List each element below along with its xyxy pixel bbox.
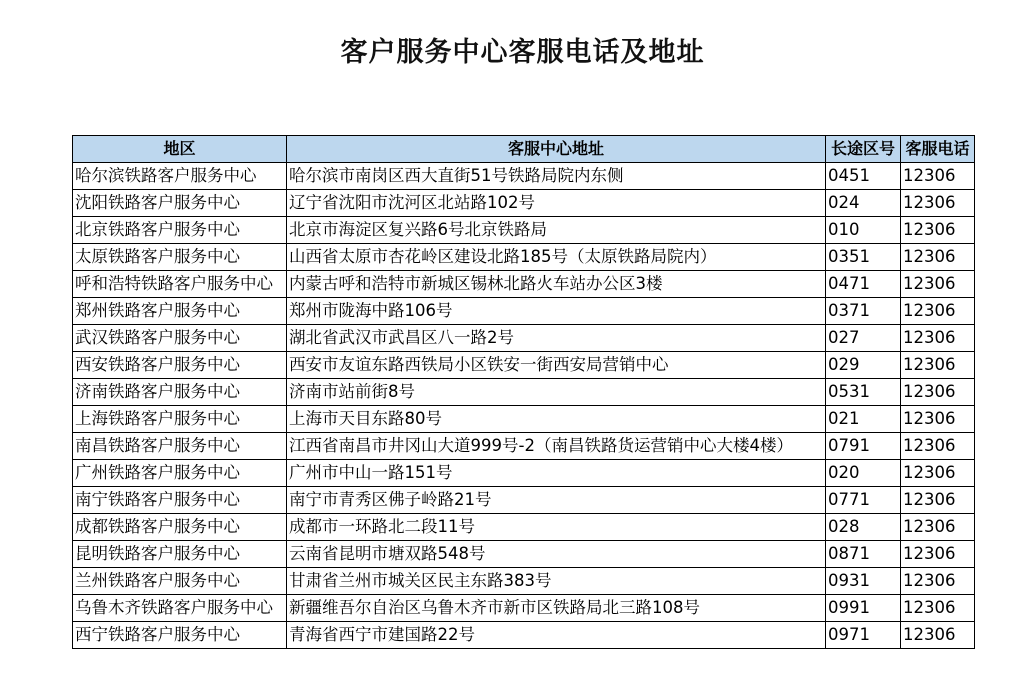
cell-phone[interactable]: 12306 [901,433,975,460]
cell-region[interactable]: 成都铁路客户服务中心 [73,514,287,541]
table-row [73,217,975,244]
table-row [73,163,975,190]
cell-address[interactable]: 山西省太原市杏花岭区建设北路185号（太原铁路局院内） [287,244,826,271]
cell-address[interactable]: 上海市天目东路80号 [287,406,826,433]
table-row [73,514,975,541]
cell-region[interactable]: 西安铁路客户服务中心 [73,352,287,379]
cell-address[interactable]: 湖北省武汉市武昌区八一路2号 [287,325,826,352]
column-header-address[interactable]: 客服中心地址 [287,136,826,163]
service-center-table [72,135,975,649]
cell-area-code[interactable]: 0871 [826,541,901,568]
cell-area-code[interactable]: 028 [826,514,901,541]
table-row [73,622,975,649]
cell-area-code[interactable]: 021 [826,406,901,433]
cell-area-code[interactable]: 0471 [826,271,901,298]
cell-phone[interactable]: 12306 [901,325,975,352]
cell-phone[interactable]: 12306 [901,379,975,406]
table-row [73,568,975,595]
cell-area-code[interactable]: 0991 [826,595,901,622]
cell-region[interactable]: 呼和浩特铁路客户服务中心 [73,271,287,298]
cell-region[interactable]: 武汉铁路客户服务中心 [73,325,287,352]
cell-region[interactable]: 南宁铁路客户服务中心 [73,487,287,514]
cell-area-code[interactable]: 0971 [826,622,901,649]
cell-address[interactable]: 广州市中山一路151号 [287,460,826,487]
cell-address[interactable]: 北京市海淀区复兴路6号北京铁路局 [287,217,826,244]
cell-area-code[interactable]: 0451 [826,163,901,190]
cell-region[interactable]: 北京铁路客户服务中心 [73,217,287,244]
cell-area-code[interactable]: 020 [826,460,901,487]
table-row [73,352,975,379]
table-row [73,433,975,460]
cell-address[interactable]: 郑州市陇海中路106号 [287,298,826,325]
cell-address[interactable]: 甘肃省兰州市城关区民主东路383号 [287,568,826,595]
cell-phone[interactable]: 12306 [901,190,975,217]
cell-phone[interactable]: 12306 [901,217,975,244]
cell-area-code[interactable]: 0771 [826,487,901,514]
cell-phone[interactable]: 12306 [901,568,975,595]
table-row [73,541,975,568]
cell-address[interactable]: 新疆维吾尔自治区乌鲁木齐市新市区铁路局北三路108号 [287,595,826,622]
cell-area-code[interactable]: 0791 [826,433,901,460]
cell-phone[interactable]: 12306 [901,460,975,487]
column-header-region[interactable]: 地区 [73,136,287,163]
cell-area-code[interactable]: 0351 [826,244,901,271]
cell-phone[interactable]: 12306 [901,595,975,622]
table-row [73,244,975,271]
table-row [73,487,975,514]
cell-phone[interactable]: 12306 [901,244,975,271]
table-row [73,379,975,406]
cell-phone[interactable]: 12306 [901,352,975,379]
column-header-phone[interactable]: 客服电话 [901,136,975,163]
cell-address[interactable]: 济南市站前街8号 [287,379,826,406]
cell-phone[interactable]: 12306 [901,406,975,433]
cell-phone[interactable]: 12306 [901,514,975,541]
table-row [73,271,975,298]
cell-address[interactable]: 青海省西宁市建国路22号 [287,622,826,649]
page-title: 客户服务中心客服电话及地址 [340,37,705,68]
cell-phone[interactable]: 12306 [901,163,975,190]
cell-address[interactable]: 云南省昆明市塘双路548号 [287,541,826,568]
cell-address[interactable]: 内蒙古呼和浩特市新城区锡林北路火车站办公区3楼 [287,271,826,298]
cell-region[interactable]: 昆明铁路客户服务中心 [73,541,287,568]
table-row [73,460,975,487]
table-row [73,190,975,217]
cell-address[interactable]: 成都市一环路北二段11号 [287,514,826,541]
cell-region[interactable]: 沈阳铁路客户服务中心 [73,190,287,217]
cell-region[interactable]: 乌鲁木齐铁路客户服务中心 [73,595,287,622]
cell-region[interactable]: 兰州铁路客户服务中心 [73,568,287,595]
cell-region[interactable]: 哈尔滨铁路客户服务中心 [73,163,287,190]
table-header-row [73,136,975,163]
cell-region[interactable]: 南昌铁路客户服务中心 [73,433,287,460]
cell-phone[interactable]: 12306 [901,541,975,568]
cell-area-code[interactable]: 0931 [826,568,901,595]
cell-region[interactable]: 太原铁路客户服务中心 [73,244,287,271]
cell-address[interactable]: 南宁市青秀区佛子岭路21号 [287,487,826,514]
cell-region[interactable]: 济南铁路客户服务中心 [73,379,287,406]
cell-address[interactable]: 辽宁省沈阳市沈河区北站路102号 [287,190,826,217]
cell-area-code[interactable]: 010 [826,217,901,244]
cell-phone[interactable]: 12306 [901,298,975,325]
cell-address[interactable]: 西安市友谊东路西铁局小区铁安一街西安局营销中心 [287,352,826,379]
table-row [73,595,975,622]
cell-region[interactable]: 广州铁路客户服务中心 [73,460,287,487]
table-row [73,325,975,352]
cell-address[interactable]: 哈尔滨市南岗区西大直街51号铁路局院内东侧 [287,163,826,190]
cell-area-code[interactable]: 0531 [826,379,901,406]
cell-address[interactable]: 江西省南昌市井冈山大道999号-2（南昌铁路货运营销中心大楼4楼） [287,433,826,460]
cell-region[interactable]: 郑州铁路客户服务中心 [73,298,287,325]
cell-area-code[interactable]: 027 [826,325,901,352]
cell-phone[interactable]: 12306 [901,622,975,649]
cell-phone[interactable]: 12306 [901,487,975,514]
table-body [73,163,975,649]
cell-region[interactable]: 上海铁路客户服务中心 [73,406,287,433]
table-row [73,406,975,433]
cell-region[interactable]: 西宁铁路客户服务中心 [73,622,287,649]
cell-phone[interactable]: 12306 [901,271,975,298]
cell-area-code[interactable]: 029 [826,352,901,379]
cell-area-code[interactable]: 0371 [826,298,901,325]
cell-area-code[interactable]: 024 [826,190,901,217]
column-header-area-code[interactable]: 长途区号 [826,136,901,163]
table-row [73,298,975,325]
